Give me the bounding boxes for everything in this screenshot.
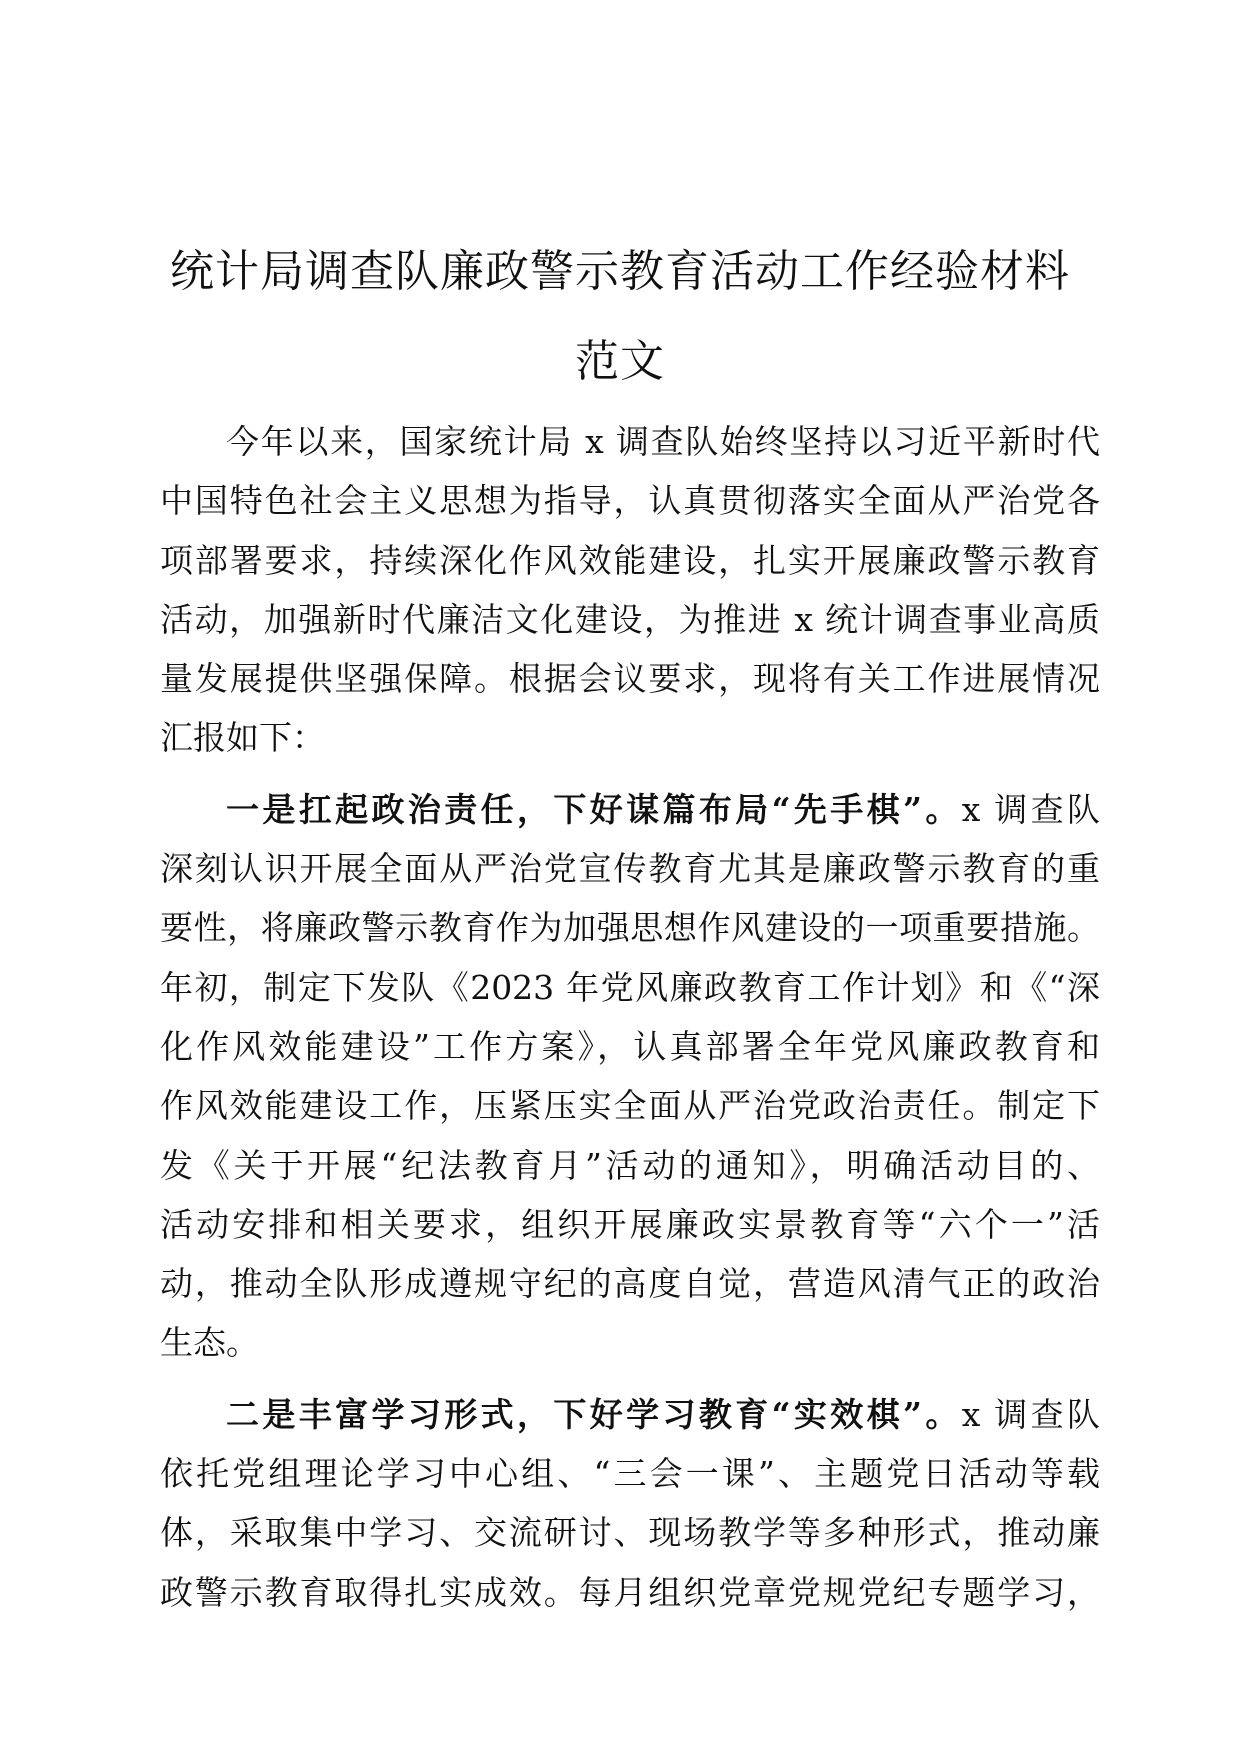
point-heading: 二是丰富学习形式，下好学习教育“实效棋”。 — [226, 1394, 962, 1434]
paragraph-line: 量发展提供坚强保障。根据会议要求，现将有关工作进展情况 — [160, 659, 1100, 699]
document-title-line-2: 范文 — [575, 336, 665, 387]
paragraph-line — [160, 1385, 1100, 1444]
paragraph-line: 生态。 — [160, 1323, 259, 1363]
paragraph-line: 依托党组理论学习中心组、“三会一课”、主题党日活动等载 — [160, 1454, 1100, 1494]
paragraph-line: 中国特色社会主义思想为指导，认真贯彻落实全面从严治党各 — [160, 481, 1100, 521]
paragraph-line: 作风效能建设工作，压紧压实全面从严治党政治责任。制定下 — [160, 1086, 1100, 1126]
point-heading: 一是扛起政治责任，下好谋篇布局“先手棋”。 — [226, 789, 962, 829]
paragraph-intro — [160, 412, 1100, 768]
paragraph-line: 政警示教育取得扎实成效。每月组织党章党规党纪专题学习， — [160, 1572, 1100, 1612]
paragraph-line: 活动安排和相关要求，组织开展廉政实景教育等“六个一”活 — [160, 1204, 1100, 1244]
document-body — [160, 412, 1100, 1622]
paragraph-line: 深刻认识开展全面从严治党宣传教育尤其是廉政警示教育的重 — [160, 849, 1100, 889]
point-heading-rest: x 调查队 — [961, 1394, 1100, 1434]
paragraph-point-two — [160, 1385, 1100, 1622]
paragraph-line: 动，推动全队形成遵规守纪的高度自觉，营造风清气正的政治 — [160, 1264, 1100, 1304]
paragraph-point-one — [160, 780, 1100, 1373]
paragraph-line: 体，采取集中学习、交流研讨、现场教学等多种形式，推动廉 — [160, 1513, 1100, 1553]
paragraph-line — [160, 780, 1100, 839]
paragraph-line: 要性，将廉政警示教育作为加强思想作风建设的一项重要措施。 — [160, 908, 1100, 948]
paragraph-line: 年初，制定下发队《2023 年党风廉政教育工作计划》和《“深 — [160, 967, 1100, 1007]
document-title-line-1: 统计局调查队廉政警示教育活动工作经验材料 — [170, 246, 1070, 297]
point-heading-rest: x 调查队 — [961, 789, 1100, 829]
paragraph-line: 项部署要求，持续深化作风效能建设，扎实开展廉政警示教育 — [160, 540, 1100, 580]
paragraph-line: 今年以来，国家统计局 x 调查队始终坚持以习近平新时代 — [226, 422, 1100, 461]
paragraph-line: 发《关于开展“纪法教育月”活动的通知》，明确活动目的、 — [160, 1145, 1100, 1185]
paragraph-line: 化作风效能建设”工作方案》，认真部署全年党风廉政教育和 — [160, 1026, 1100, 1066]
paragraph-line: 活动，加强新时代廉洁文化建设，为推进 x 统计调查事业高质 — [160, 599, 1100, 639]
paragraph-line: 汇报如下： — [160, 718, 325, 758]
